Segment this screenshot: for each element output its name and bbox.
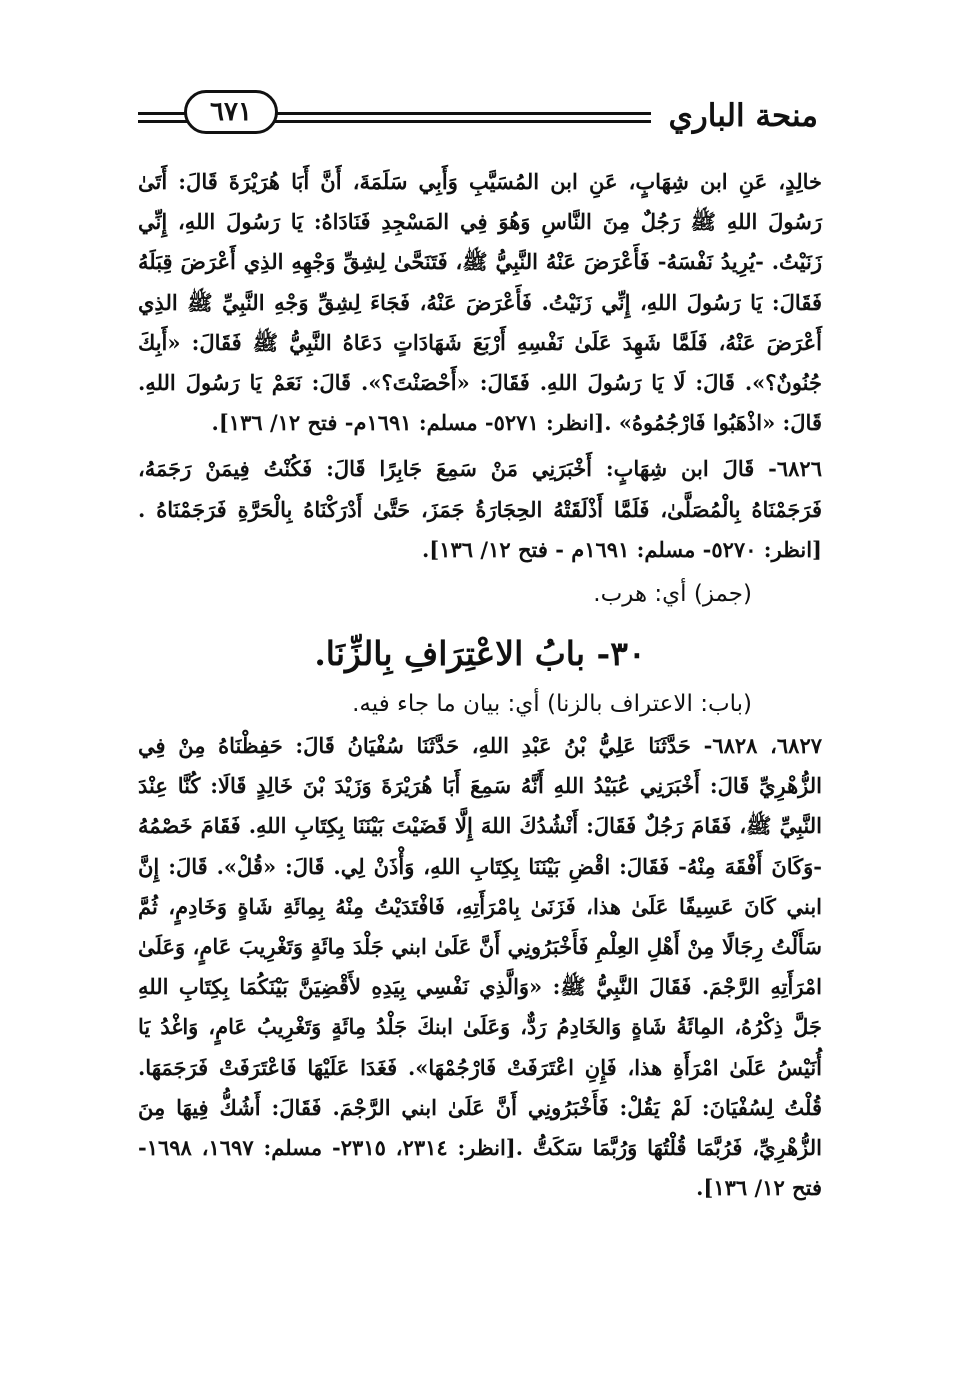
page-header (138, 84, 818, 144)
hadith-paragraph-6826: ٦٨٢٦- قَالَ ابن شِهَابٍ: أَخْبَرَنِي مَنْ سَمِعَ جَابِرًا قَالَ: فَكُنْتُ فِيمَنْ رَجَمَهُ، فَرَجَمْنَاهُ بِالْمُصَلَّىٰ، فَلَمَّا أَذْلَقَتْهُ الحِجَارَةُ جَمَزَ، حَتَّىٰ أَدْرَكْنَاهُ بِالْحَرَّةِ فَرَجَمْنَاهُ .[انظر: ٥٢٧٠- مسلم: ١٦٩١م - فتح ١٢/ ١٣٦]. (138, 456, 822, 562)
chapter-explanation: (باب: الاعتراف بالزنا) أي: بيان ما جاء فيه. (352, 691, 752, 718)
hadith-paragraph-6827: ٦٨٢٧، ٦٨٢٨- حَدَّثَنَا عَلِيُّ بْنُ عَبْدِ اللهِ، حَدَّثَنَا سُفْيَانُ قَالَ: حَفِظْنَاهُ مِنْ فِي الزُّهْرِيِّ قَالَ: أَخْبَرَنِي عُبَيْدُ اللهِ أَنَّهُ سَمِعَ أَبَا هُرَيْرَةَ وَزَيْدَ بْنَ خَالِدٍ قَالَا: كُنَّا عِنْدَ النَّبِيِّ ﷺ، فَقَامَ رَجُلٌ فَقَالَ: أَنْشُدُكَ اللهَ إِلَّا قَضَيْتَ بَيْنَنَا بِكِتَابِ اللهِ. فَقَامَ خَصْمُهُ -وَكَانَ أَفْقَهَ مِنْهُ- فَقَالَ: اقْضِ بَيْنَنَا بِكِتَابِ اللهِ، وَأْذَنْ لِي. قَالَ: «قُلْ». قَالَ: إِنَّ ابني كَانَ عَسِيفًا عَلَىٰ هذا، فَزَنَىٰ بِامْرَأَتِهِ، فَافْتَدَيْتُ مِنْهُ بِمِائَةِ شَاةٍ وَخَادِمٍ، ثُمَّ سَأَلْتُ رِجَالًا مِنْ أَهْلِ العِلْمِ فَأَخْبَرُونِي أَنَّ عَلَىٰ ابني جَلْدَ مِائَةٍ وَتَغْرِيبَ عَامٍ، وَعَلَىٰ امْرَأَتِهِ الرَّجْمَ. فَقَالَ النَّبِيُّ ﷺ: «وَالَّذِي نَفْسِي بِيَدِهِ لأَقْضِيَنَّ بَيْنَكُمَا بِكِتَابِ اللهِ جَلَّ ذِكْرُهُ، المِائَةُ شَاةٍ وَالخَادِمُ رَدٌّ، وَعَلَىٰ ابنكَ جَلْدُ مِائَةٍ وَتَغْرِيبُ عَامٍ، وَاغْدُ يَا أُنَيْسُ عَلَىٰ امْرَأَةِ هذا، فَإِنِ اعْتَرَفَتْ فَارْجُمْهَا». فَغَدَا عَلَيْهَا فَاعْتَرَفَتْ فَرَجَمَهَا. قُلْتُ لِسُفْيَانَ: لَمْ يَقُلْ: فَأَخْبَرُونِي أَنَّ عَلَىٰ ابني الرَّجْمَ. فَقَالَ: أَشُكُّ فِيهَا مِنَ الزُّهْرِيِّ، فَرُبَّمَا قُلْتُهَا وَرُبَّمَا سَكَتُّ .[انظر: ٢٣١٤، ٢٣١٥- مسلم: ١٦٩٧، ١٦٩٨- فتح ١٢/ ١٣٦]. (138, 733, 823, 1201)
page-number-badge: ٦٧١ (184, 90, 278, 134)
page-content (138, 162, 822, 1208)
hadith-paragraph-1: خالِدٍ، عَنِ ابن شِهَابٍ، عَنِ ابن المُسَيَّبِ وَأَبِي سَلَمَةَ، أَنَّ أَبَا هُرَيْرَةَ قَالَ: أَتَىٰ رَسُولَ اللهِ ﷺ رَجُلٌ مِنَ النَّاسِ وَهُوَ فِي المَسْجِدِ فَنَادَاهُ: يَا رَسُولَ اللهِ، إِنِّي زَنَيْتُ. -يُرِيدُ نَفْسَهُ- فَأَعْرَضَ عَنْهُ النَّبِيُّ ﷺ، فَتَنَحَّىٰ لِشِقِّ وَجْهِهِ الذِي أَعْرَضَ قِبَلَهُ فَقَالَ: يَا رَسُولَ اللهِ، إِنِّي زَنَيْتُ. فَأَعْرَضَ عَنْهُ، فَجَاءَ لِشِقِّ وَجْهِ النَّبِيِّ ﷺ الذِي أَعْرَضَ عَنْهُ، فَلَمَّا شَهِدَ عَلَىٰ نَفْسِهِ أَرْبَعَ شَهَادَاتٍ دَعَاهُ النَّبِيُّ ﷺ فَقَالَ: «أَبِكَ جُنُونٌ؟». قَالَ: لَا يَا رَسُولَ اللهِ. فَقَالَ: «أَحْصَنْتَ؟». قَالَ: نَعَمْ يَا رَسُولَ اللهِ. قَالَ: «اذْهَبُوا فَارْجُمُوهُ» .[انظر: ٥٢٧١- مسلم: ١٦٩١م- فتح ١٢/ ١٣٦]. (138, 169, 822, 436)
chapter-heading: ٣٠- بابُ الاعْتِرَافِ بِالزِّنَا. (314, 634, 646, 674)
book-title: منحة الباري (651, 94, 818, 138)
word-gloss: (جمز) أي: هرب. (593, 581, 752, 608)
